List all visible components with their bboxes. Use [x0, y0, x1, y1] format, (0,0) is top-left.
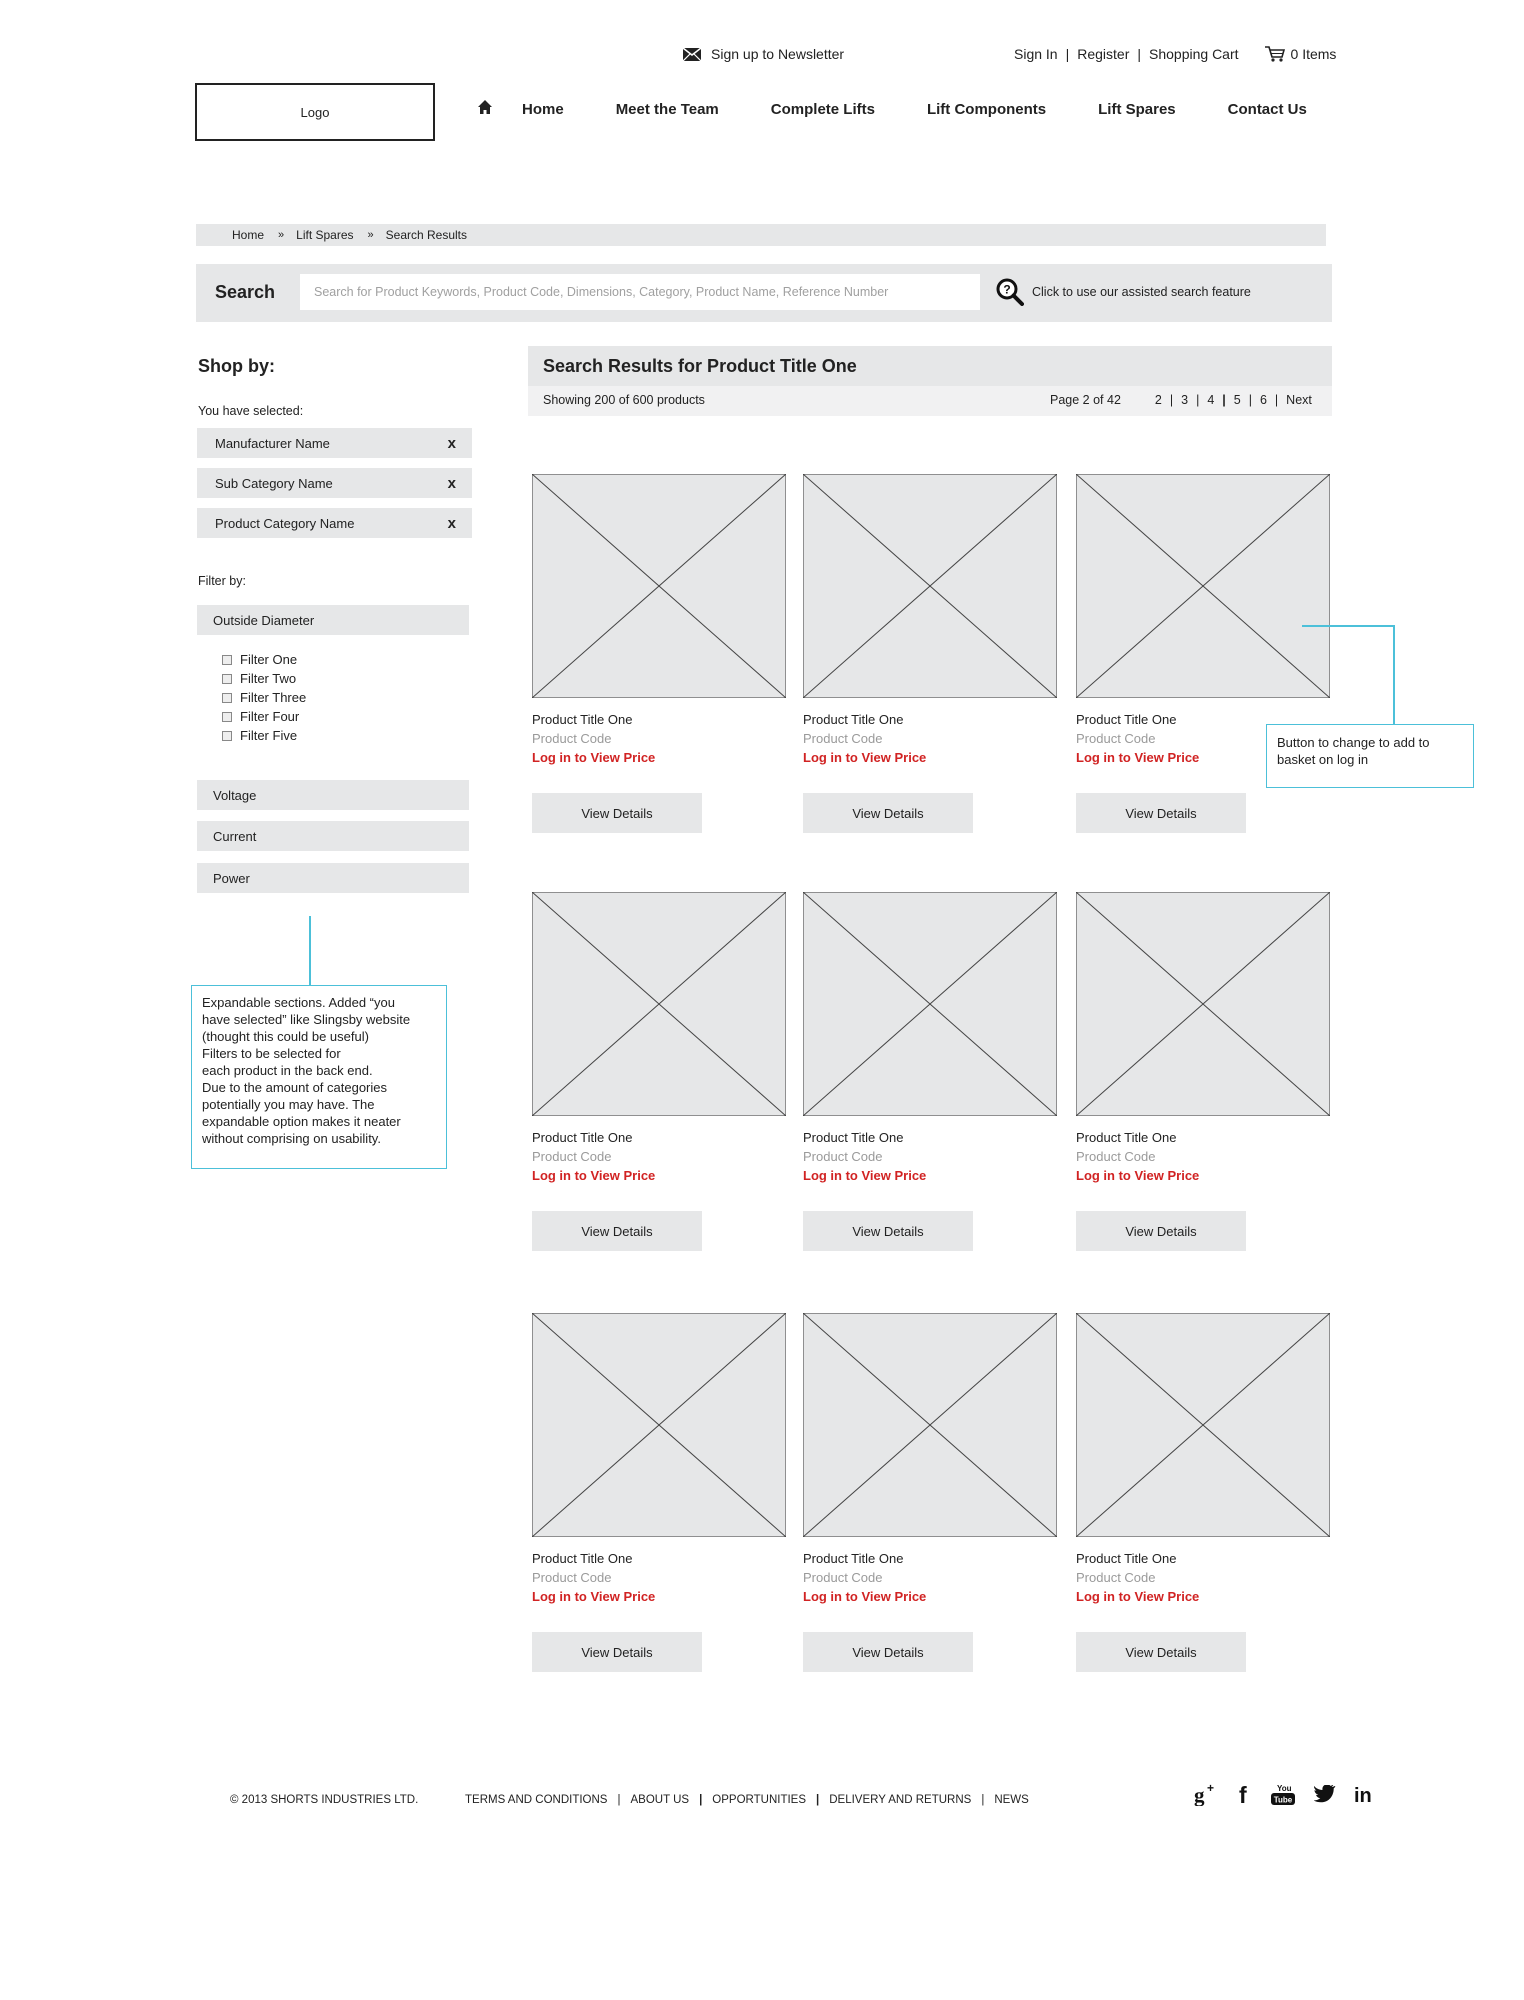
- annotation-line: basket on log in: [1277, 752, 1369, 767]
- annotation-line: Due to the amount of categories: [202, 1080, 388, 1095]
- page-link-4[interactable]: 4: [1207, 393, 1215, 407]
- page-separator: |: [1196, 393, 1200, 407]
- assisted-search-icon: [996, 278, 1024, 306]
- newsletter-label: Sign up to Newsletter: [711, 46, 845, 62]
- nav-complete-lifts[interactable]: Complete Lifts: [770, 100, 875, 118]
- product-code: Product Code: [803, 1570, 883, 1585]
- page-indicator: Page 2 of 42: [1050, 393, 1121, 407]
- breadcrumb: [196, 224, 1326, 246]
- login-to-view-price-link[interactable]: Log in to View Price: [1076, 1589, 1200, 1604]
- copyright: © 2013 SHORTS INDUSTRIES LTD.: [230, 1794, 419, 1806]
- breadcrumb-search-results: Search Results: [385, 228, 468, 242]
- filter-list: [222, 650, 306, 745]
- footer-separator: |: [617, 1794, 621, 1806]
- filter-label: Filter Two: [240, 671, 297, 686]
- checkbox[interactable]: [222, 712, 232, 722]
- view-details-button[interactable]: View Details: [1076, 1211, 1246, 1251]
- chip-label: Manufacturer Name: [215, 435, 330, 451]
- home-icon[interactable]: [478, 100, 492, 118]
- envelope-icon: [683, 48, 701, 61]
- product-title[interactable]: Product Title One: [803, 712, 904, 727]
- selected-chip-product-category: [197, 508, 472, 538]
- product-card: [803, 474, 1059, 833]
- main-nav: [478, 100, 1307, 118]
- annotation-line: without comprising on usability.: [202, 1131, 381, 1146]
- selected-chip-manufacturer: [197, 428, 472, 458]
- product-code: Product Code: [803, 731, 883, 746]
- login-to-view-price-link[interactable]: Log in to View Price: [803, 1168, 927, 1183]
- login-to-view-price-link[interactable]: Log in to View Price: [803, 750, 927, 765]
- product-image-placeholder[interactable]: [532, 474, 786, 698]
- page-link-3[interactable]: 3: [1181, 393, 1189, 407]
- pagination: [1050, 393, 1312, 407]
- product-card: [532, 1313, 788, 1672]
- results-header: [528, 346, 1332, 386]
- filter-option[interactable]: [222, 650, 306, 669]
- product-image-placeholder[interactable]: [532, 1313, 786, 1537]
- product-code: Product Code: [532, 1570, 612, 1585]
- footer-separator: |: [981, 1794, 985, 1806]
- svg-text:Tube: Tube: [1273, 1795, 1293, 1805]
- view-details-button[interactable]: View Details: [1076, 793, 1246, 833]
- product-title[interactable]: Product Title One: [532, 1551, 633, 1566]
- nav-lift-components[interactable]: Lift Components: [926, 100, 1047, 118]
- chip-label: Sub Category Name: [215, 475, 333, 491]
- cart-summary[interactable]: [1265, 46, 1337, 62]
- footer-opportunities-link[interactable]: OPPORTUNITIES: [712, 1794, 806, 1806]
- footer-separator: |: [816, 1794, 820, 1806]
- linkedin-icon[interactable]: [1354, 1783, 1376, 1810]
- cart-items-count: 0 Items: [1290, 46, 1337, 62]
- product-card: [532, 892, 788, 1251]
- product-code: Product Code: [1076, 1570, 1156, 1585]
- filter-option[interactable]: [222, 688, 306, 707]
- view-details-button[interactable]: View Details: [803, 1211, 973, 1251]
- product-image-placeholder[interactable]: [1076, 474, 1330, 698]
- footer-separator: |: [699, 1794, 703, 1806]
- view-details-button[interactable]: View Details: [803, 1632, 973, 1672]
- annotation-line: potentially you may have. The: [202, 1097, 375, 1112]
- footer-terms-link[interactable]: TERMS AND CONDITIONS: [465, 1794, 608, 1806]
- page-links: [1155, 393, 1312, 407]
- view-details-button[interactable]: View Details: [1076, 1632, 1246, 1672]
- annotation-expandable-sections: [191, 985, 447, 1169]
- product-title[interactable]: Product Title One: [803, 1130, 904, 1145]
- page-separator: |: [1274, 393, 1279, 407]
- product-image-placeholder[interactable]: [532, 892, 786, 1116]
- login-to-view-price-link[interactable]: Log in to View Price: [803, 1589, 927, 1604]
- chip-label: Product Category Name: [215, 515, 355, 531]
- filter-option[interactable]: [222, 726, 306, 745]
- product-image-placeholder[interactable]: [803, 474, 1057, 698]
- account-links: [1014, 46, 1336, 62]
- annotation-line: have selected” like Slingsby website: [202, 1012, 411, 1027]
- filter-option[interactable]: [222, 707, 306, 726]
- annotation-connector: [309, 916, 311, 986]
- separator: |: [1065, 46, 1070, 62]
- product-code: Product Code: [1076, 731, 1156, 746]
- login-to-view-price-link[interactable]: Log in to View Price: [532, 750, 656, 765]
- login-to-view-price-link[interactable]: Log in to View Price: [532, 1589, 656, 1604]
- page-link-6[interactable]: 6: [1259, 393, 1267, 407]
- remove-filter-button[interactable]: x: [447, 474, 456, 492]
- results-count: Showing 200 of 600 products: [543, 393, 705, 407]
- view-details-button[interactable]: View Details: [532, 1632, 702, 1672]
- annotation-line: (thought this could be useful): [202, 1029, 369, 1044]
- footer-links: [465, 1794, 1029, 1806]
- nav-lift-spares[interactable]: Lift Spares: [1098, 100, 1176, 118]
- facebook-icon[interactable]: [1238, 1782, 1252, 1811]
- cart-icon: [1265, 46, 1285, 62]
- breadcrumb-lift-spares[interactable]: Lift Spares: [296, 228, 354, 242]
- nav-home[interactable]: Home: [522, 100, 564, 118]
- facet-current[interactable]: Current: [197, 821, 469, 851]
- results-summary-bar: [528, 386, 1332, 416]
- filter-label: Filter Four: [240, 709, 300, 724]
- search-input[interactable]: [300, 274, 980, 310]
- annotation-line: Expandable sections. Added “you: [202, 995, 395, 1010]
- search-bar: [196, 264, 1332, 322]
- product-image-placeholder[interactable]: [1076, 892, 1330, 1116]
- assisted-search-label: Click to use our assisted search feature: [1032, 285, 1251, 299]
- login-to-view-price-link[interactable]: Log in to View Price: [1076, 1168, 1200, 1183]
- annotation-line: each product in the back end.: [202, 1063, 373, 1078]
- filter-option[interactable]: [222, 669, 306, 688]
- svg-text:You: You: [1277, 1784, 1292, 1793]
- facet-power[interactable]: Power: [197, 863, 469, 893]
- product-image-placeholder[interactable]: [803, 892, 1057, 1116]
- filter-label: Filter Five: [240, 728, 298, 743]
- svg-text:g: g: [1194, 1783, 1205, 1806]
- breadcrumb-separator: »: [278, 229, 285, 241]
- svg-text:in: in: [1354, 1785, 1372, 1805]
- product-title[interactable]: Product Title One: [1076, 712, 1177, 727]
- register-link[interactable]: Register: [1077, 46, 1130, 62]
- nav-meet-the-team[interactable]: Meet the Team: [615, 100, 719, 118]
- nav-contact-us[interactable]: Contact Us: [1227, 100, 1307, 118]
- product-code: Product Code: [1076, 1149, 1156, 1164]
- product-code: Product Code: [803, 1149, 883, 1164]
- checkbox[interactable]: [222, 674, 232, 684]
- newsletter-link[interactable]: [683, 46, 844, 62]
- view-details-button[interactable]: View Details: [532, 1211, 702, 1251]
- social-links: [1194, 1782, 1376, 1811]
- filter-label: Filter Three: [240, 690, 307, 705]
- view-details-button[interactable]: View Details: [803, 793, 973, 833]
- filter-label: Filter One: [240, 652, 298, 667]
- svg-text:?: ?: [1003, 282, 1011, 297]
- filter-by-label: Filter by:: [198, 574, 246, 588]
- selected-chip-sub-category: [197, 468, 472, 498]
- product-code: Product Code: [532, 1149, 612, 1164]
- product-card: [1076, 1313, 1332, 1672]
- checkbox[interactable]: [222, 693, 232, 703]
- footer-about-link[interactable]: ABOUT US: [630, 1794, 690, 1806]
- facet-voltage[interactable]: Voltage: [197, 780, 469, 810]
- facet-outside-diameter[interactable]: Outside Diameter: [197, 605, 469, 635]
- logo[interactable]: Logo: [195, 83, 435, 141]
- product-card: [803, 892, 1059, 1251]
- remove-filter-button[interactable]: x: [447, 514, 456, 532]
- you-have-selected-label: You have selected:: [198, 404, 304, 418]
- annotation-connector: [1393, 625, 1395, 725]
- page-separator: |: [1169, 393, 1174, 407]
- next-page-link[interactable]: Next: [1286, 393, 1312, 407]
- svg-text:f: f: [1239, 1782, 1247, 1806]
- page-link-5[interactable]: 5: [1233, 393, 1241, 407]
- login-to-view-price-link[interactable]: Log in to View Price: [1076, 750, 1200, 765]
- assisted-search-button[interactable]: [996, 278, 1251, 306]
- remove-filter-button[interactable]: x: [447, 434, 456, 452]
- youtube-icon[interactable]: [1270, 1782, 1296, 1811]
- product-card: [532, 474, 788, 833]
- view-details-button[interactable]: View Details: [532, 793, 702, 833]
- sign-in-link[interactable]: Sign In: [1014, 46, 1058, 62]
- twitter-icon[interactable]: [1314, 1785, 1336, 1808]
- breadcrumb-home[interactable]: Home: [232, 228, 265, 242]
- shopping-cart-link[interactable]: Shopping Cart: [1149, 46, 1239, 62]
- product-title[interactable]: Product Title One: [532, 1130, 633, 1145]
- footer-delivery-link[interactable]: DELIVERY AND RETURNS: [829, 1794, 972, 1806]
- annotation-connector: [1302, 625, 1394, 627]
- login-to-view-price-link[interactable]: Log in to View Price: [532, 1168, 656, 1183]
- search-label: Search: [215, 282, 276, 302]
- page-link-2[interactable]: 2: [1154, 393, 1162, 407]
- annotation-line: expandable option makes it neater: [202, 1114, 401, 1129]
- shop-by-heading: Shop by:: [198, 356, 275, 376]
- results-title: Search Results for Product Title One: [543, 356, 857, 376]
- annotation-line: Filters to be selected for: [202, 1046, 341, 1061]
- breadcrumb-separator: »: [367, 229, 374, 241]
- separator: |: [1137, 46, 1142, 62]
- product-code: Product Code: [532, 731, 612, 746]
- checkbox[interactable]: [222, 655, 232, 665]
- product-title[interactable]: Product Title One: [1076, 1551, 1177, 1566]
- product-title[interactable]: Product Title One: [803, 1551, 904, 1566]
- product-title[interactable]: Product Title One: [532, 712, 633, 727]
- footer-news-link[interactable]: NEWS: [994, 1794, 1029, 1806]
- google-plus-icon[interactable]: [1194, 1782, 1220, 1811]
- product-image-placeholder[interactable]: [1076, 1313, 1330, 1537]
- annotation-line: Button to change to add to: [1277, 735, 1430, 750]
- page-separator: |: [1248, 393, 1252, 407]
- product-image-placeholder[interactable]: [803, 1313, 1057, 1537]
- product-card: [1076, 892, 1332, 1251]
- product-card: [803, 1313, 1059, 1672]
- checkbox[interactable]: [222, 731, 232, 741]
- product-title[interactable]: Product Title One: [1076, 1130, 1177, 1145]
- page-separator: |: [1222, 393, 1226, 407]
- svg-text:+: +: [1207, 1782, 1215, 1795]
- annotation-button-change: [1266, 724, 1474, 788]
